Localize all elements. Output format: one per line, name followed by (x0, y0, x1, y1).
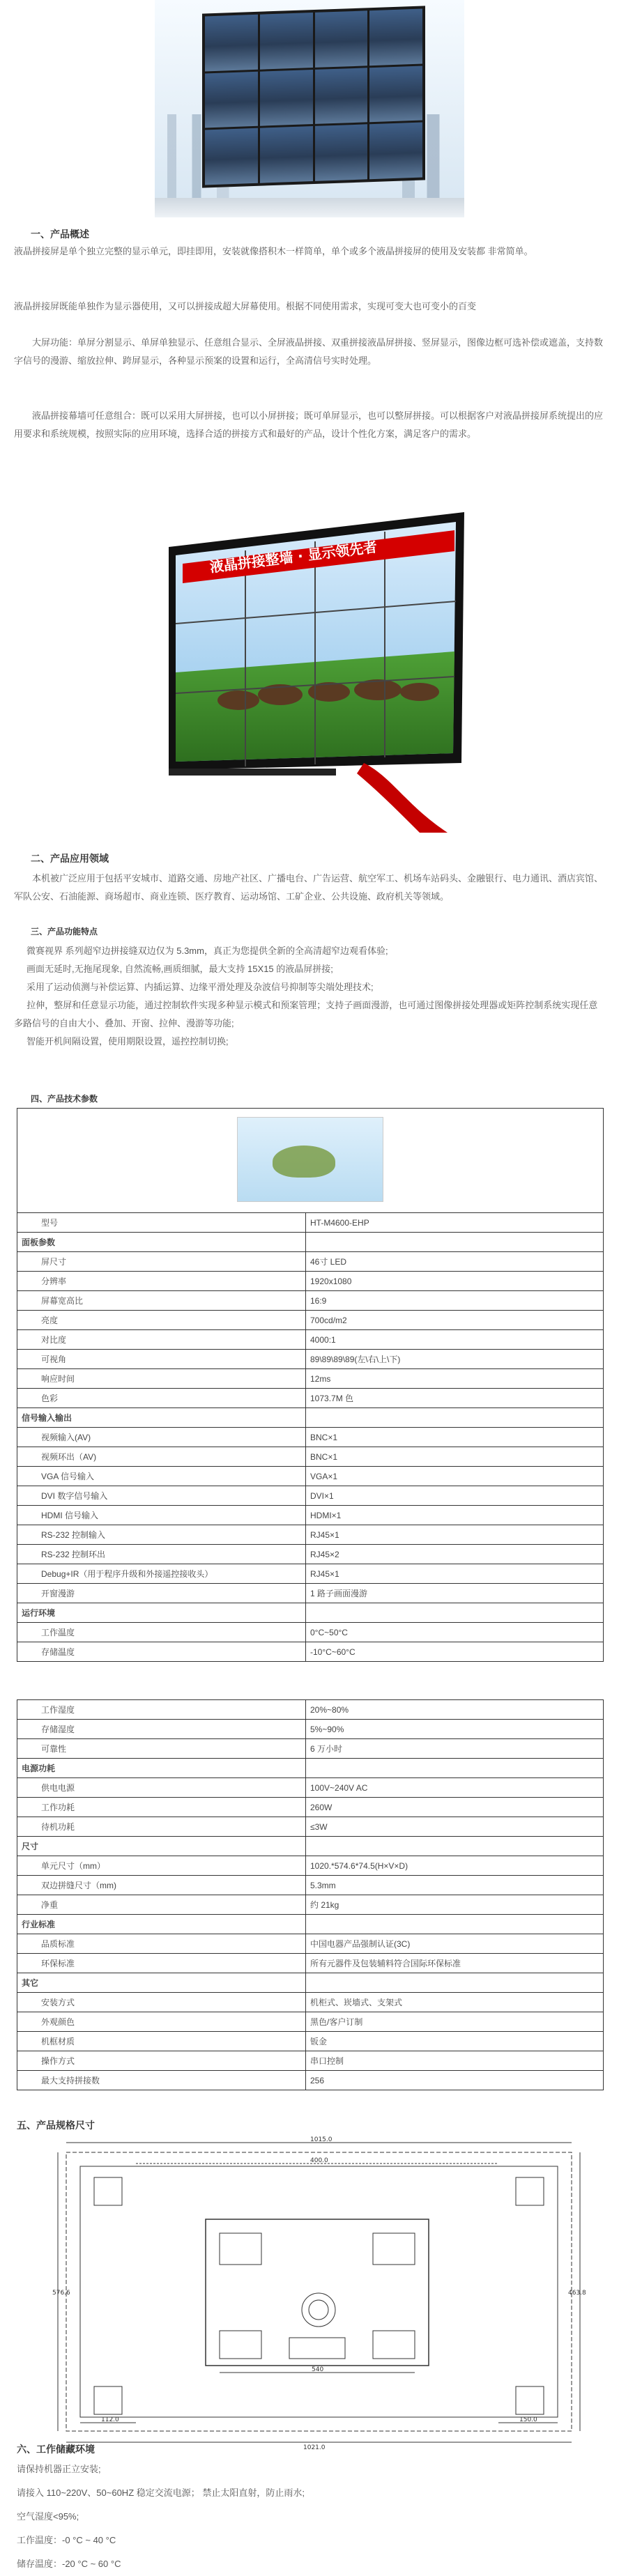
spec-row (17, 1778, 604, 1798)
spec-row (17, 1213, 604, 1233)
spec-row (17, 1739, 604, 1759)
spec-value (306, 1233, 604, 1252)
env-line: 请保持机器正立安装; (17, 2464, 101, 2474)
spec-value: 所有元器件及包装辅料符合国际环保标准 (306, 1954, 604, 1973)
spec-value: 约 21kg (306, 1895, 604, 1915)
spec-row (17, 1856, 604, 1876)
spec-key: 电源功耗 (17, 1759, 306, 1778)
section-env-title: 六、工作储藏环境 (17, 2444, 95, 2455)
environment-list (17, 2458, 588, 2576)
spec-key: HDMI 信号输入 (17, 1506, 306, 1525)
showcase-horses-video-wall (155, 512, 464, 840)
env-line: 请接入 110~220V、50~60HZ 稳定交流电源； 禁止太阳直射，防止雨水; (17, 2488, 305, 2498)
spec-value: BNC×1 (306, 1447, 604, 1467)
spec-key: 环保标准 (17, 1954, 306, 1973)
spec-key: 开窗漫游 (17, 1584, 306, 1603)
spec-key: 外观颜色 (17, 2012, 306, 2032)
dim-side: 463.8 (568, 2290, 586, 2297)
spec-key: 待机功耗 (17, 1817, 306, 1837)
spec-value (306, 1915, 604, 1934)
feature-3: 采用了运动侦测与补偿运算、内插运算、边缘平滑处理及杂波信号抑制等尖端处理技术; (26, 982, 374, 992)
spec-row (17, 1720, 604, 1739)
spec-row (17, 1272, 604, 1291)
spec-key: 响应时间 (17, 1369, 306, 1389)
spec-key: 操作方式 (17, 2051, 306, 2071)
spec-row (17, 1603, 604, 1623)
spec-key: 存储湿度 (17, 1720, 306, 1739)
feature-4: 拉伸，整屏和任意显示功能，通过控制软件实现多种显示模式和预案管理；支持子画面漫游，也可通过图像拼接处理器或矩阵控制系统实现任意多路信号的自由大小、叠加、开窗、拉伸、漫游等功能; (14, 1000, 598, 1028)
dim-bottom: 1021.0 (303, 2444, 326, 2451)
spec-row (17, 1934, 604, 1954)
spec-value: 16:9 (306, 1291, 604, 1311)
outer-frame (66, 2152, 572, 2431)
section-features-title: 三、产品功能特点 (31, 927, 98, 936)
section-overview-title: 一、产品概述 (31, 229, 89, 240)
fan-icon (302, 2293, 335, 2327)
spec-key: 亮度 (17, 1311, 306, 1330)
spec-key: DVI 数字信号输入 (17, 1486, 306, 1506)
spec-value: 1020.*574.6*74.5(H×V×D) (306, 1856, 604, 1876)
spec-key: 其它 (17, 1973, 306, 1993)
spec-key: 信号输入输出 (17, 1408, 306, 1428)
spec-key: Debug+IR（用于程序升级和外接遥控接收头） (17, 1564, 306, 1584)
overview-paragraph-3: 大屏功能：单屏分割显示、单屏单独显示、任意组合显示、全屏液晶拼接、双重拼接液晶屏拼接、竖屏显示，图像边框可选补偿或遮盖，支持数字信号的漫游、缩放拉伸、跨屏显示，各种显示预案的设置和运行，全高清信号实时处理。 (14, 337, 604, 366)
spec-key: 视频输入(AV) (17, 1428, 306, 1447)
spec-key: 可靠性 (17, 1739, 306, 1759)
spec-value: -10°C~60°C (306, 1642, 604, 1662)
spec-row (17, 1817, 604, 1837)
spec-key: 安装方式 (17, 1993, 306, 2012)
spec-key: 存储温度 (17, 1642, 306, 1662)
spec-key: 可视角 (17, 1350, 306, 1369)
spec-row (17, 2051, 604, 2071)
spec-row (17, 1486, 604, 1506)
mount-bracket-tl (94, 2177, 122, 2205)
hero-video-wall-image (155, 0, 464, 217)
dimension-drawing (52, 2136, 586, 2451)
spec-value: 256 (306, 2071, 604, 2090)
spec-value: 黑色/客户订制 (306, 2012, 604, 2032)
overview-paragraph-2: 液晶拼接屏既能单独作为显示器使用，又可以拼接成超大屏幕使用。根据不同使用需求，实现可变大也可变小的百变 (14, 301, 477, 311)
spec-row (17, 1525, 604, 1545)
feature-5: 智能开机间隔设置，使用期限设置，遥控控制切换; (26, 1036, 229, 1047)
spec-value: 100V~240V AC (306, 1778, 604, 1798)
spec-value: 46寸 LED (306, 1252, 604, 1272)
dim-left-small: 112.0 (101, 2416, 119, 2423)
spec-value: RJ45×1 (306, 1525, 604, 1545)
spec-row (17, 1506, 604, 1525)
spec-table-continued (17, 1699, 604, 2090)
spec-value (306, 1408, 604, 1428)
mount-bracket-br (516, 2386, 544, 2414)
spec-value: 12ms (306, 1369, 604, 1389)
feature-1: 微赛视界 系列超窄边拼接缝双边仅为 5.3mm，真正为您提供全新的全高清超窄边观看体验; (26, 946, 388, 956)
spec-row (17, 1408, 604, 1428)
spec-value: RJ45×1 (306, 1564, 604, 1584)
overview-paragraph-1: 液晶拼接屏是单个独立完整的显示单元，即挂即用，安装就像搭积木一样简单，单个或多个液晶拼接屏的使用及安装都 非常简单。 (14, 246, 533, 256)
spec-row (17, 1564, 604, 1584)
spec-value: RJ45×2 (306, 1545, 604, 1564)
spec-key: RS-232 控制环出 (17, 1545, 306, 1564)
spec-row (17, 1700, 604, 1720)
spec-value: VGA×1 (306, 1467, 604, 1486)
spec-value: HDMI×1 (306, 1506, 604, 1525)
spec-value (306, 1837, 604, 1856)
spec-row (17, 1233, 604, 1252)
dim-inner: 540 (312, 2366, 324, 2373)
product-thumbnail-cell (17, 1109, 604, 1213)
spec-row (17, 1993, 604, 2012)
spec-row (17, 1350, 604, 1369)
application-paragraph: 本机被广泛应用于包括平安城市、道路交通、房地产社区、广播电台、广告运营、航空军工、机场车站码头、金融银行、电力通讯、酒店宾馆、军队公安、石油能源、商场超市、商业连锁、医疗教育、运动场馆、工矿企业、公共设施、政府机关等领域。 (14, 873, 604, 902)
spec-key: 行业标准 (17, 1915, 306, 1934)
spec-key: 型号 (17, 1213, 306, 1233)
spec-key: 对比度 (17, 1330, 306, 1350)
spec-key: 分辨率 (17, 1272, 306, 1291)
spec-row (17, 1467, 604, 1486)
spec-value: 1 路子画面漫游 (306, 1584, 604, 1603)
spec-value: 5%~90% (306, 1720, 604, 1739)
red-ribbon (357, 763, 448, 833)
spec-key: 运行环境 (17, 1603, 306, 1623)
env-line: 工作温度：-0 °C ~ 40 °C (17, 2535, 116, 2545)
spec-row (17, 1623, 604, 1642)
spec-key: 面板参数 (17, 1233, 306, 1252)
spec-value: 1920x1080 (306, 1272, 604, 1291)
spec-value: 4000:1 (306, 1330, 604, 1350)
dim-right-small: 150.0 (519, 2416, 537, 2423)
spec-row (17, 2012, 604, 2032)
env-line: 空气湿度<95%; (17, 2511, 79, 2522)
overview-paragraph-4: 液晶拼接幕墙可任意组合：既可以采用大屏拼接，也可以小屏拼接；既可单屏显示，也可以整屏拼接。可以根据客户对液晶拼接屏系统提出的应用要求和系统规模，按照实际的应用环境，选择合适的拼接方式和最好的产品，设计个性化方案，满足客户的需求。 (14, 410, 604, 439)
spec-value: HT-M4600-EHP (306, 1213, 604, 1233)
spec-row (17, 1389, 604, 1408)
spec-row (17, 1428, 604, 1447)
spec-row (17, 2071, 604, 2090)
spec-value: 260W (306, 1798, 604, 1817)
dim-mid: 400.0 (310, 2157, 328, 2164)
env-line: 储存温度：-20 °C ~ 60 °C (17, 2559, 121, 2569)
spec-key: 屏幕宽高比 (17, 1291, 306, 1311)
spec-row (17, 1954, 604, 1973)
spec-row (17, 1642, 604, 1662)
section-specs-title: 四、产品技术参数 (31, 1094, 98, 1104)
spec-key: 屏尺寸 (17, 1252, 306, 1272)
spec-row (17, 1837, 604, 1856)
dim-height: 576.6 (52, 2290, 70, 2297)
product-thumbnail (237, 1117, 383, 1202)
spec-row (17, 1798, 604, 1817)
spec-value (306, 1603, 604, 1623)
dim-top: 1015.0 (310, 2136, 333, 2143)
spec-value: ≤3W (306, 1817, 604, 1837)
spec-row (17, 1915, 604, 1934)
spec-value: 串口控制 (306, 2051, 604, 2071)
spec-value: 1073.7M 色 (306, 1389, 604, 1408)
spec-value: 钣金 (306, 2032, 604, 2051)
spec-value: 5.3mm (306, 1876, 604, 1895)
section-application-title: 二、产品应用领域 (31, 853, 109, 864)
spec-key: 品质标准 (17, 1934, 306, 1954)
spec-row (17, 1876, 604, 1895)
spec-key: VGA 信号输入 (17, 1467, 306, 1486)
spec-value: 89\89\89\89(左\右\上\下) (306, 1350, 604, 1369)
spec-table (17, 1108, 604, 1662)
spec-row (17, 1447, 604, 1467)
spec-row (17, 1252, 604, 1272)
spec-key: 净重 (17, 1895, 306, 1915)
spec-value: 中国电器产品强制认证(3C) (306, 1934, 604, 1954)
spec-row (17, 1330, 604, 1350)
mount-bracket-bl (94, 2386, 122, 2414)
spec-key: 色彩 (17, 1389, 306, 1408)
spec-key: 工作湿度 (17, 1700, 306, 1720)
spec-key: 尺寸 (17, 1837, 306, 1856)
spec-row (17, 1369, 604, 1389)
spec-value: DVI×1 (306, 1486, 604, 1506)
spec-key: 单元尺寸（mm） (17, 1856, 306, 1876)
spec-value: 20%~80% (306, 1700, 604, 1720)
spec-row (17, 1584, 604, 1603)
spec-value: 700cd/m2 (306, 1311, 604, 1330)
spec-value: 0°C~50°C (306, 1623, 604, 1642)
spec-value: BNC×1 (306, 1428, 604, 1447)
mount-bracket-tr (516, 2177, 544, 2205)
spec-key: 工作功耗 (17, 1798, 306, 1817)
spec-row (17, 1545, 604, 1564)
spec-key: 双边拼缝尺寸（mm) (17, 1876, 306, 1895)
spec-key: 机框材质 (17, 2032, 306, 2051)
spec-row (17, 1973, 604, 1993)
spec-row (17, 2032, 604, 2051)
spec-value: 机柜式、崁墙式、支架式 (306, 1993, 604, 2012)
banner-text: 液晶拼接整墙 · 显示领先者 (208, 538, 379, 576)
spec-row (17, 1759, 604, 1778)
spec-row (17, 1291, 604, 1311)
back-panel (206, 2219, 429, 2366)
spec-key: 工作温度 (17, 1623, 306, 1642)
spec-value: 6 万小时 (306, 1739, 604, 1759)
spec-key: 最大支持拼接数 (17, 2071, 306, 2090)
spec-value (306, 1759, 604, 1778)
spec-key: RS-232 控制输入 (17, 1525, 306, 1545)
section-size-title: 五、产品规格尺寸 (17, 2120, 95, 2131)
video-wall-grid (202, 6, 425, 187)
spec-key: 视频环出（AV) (17, 1447, 306, 1467)
spec-value (306, 1973, 604, 1993)
spec-row (17, 1895, 604, 1915)
spec-row (17, 1311, 604, 1330)
feature-2: 画面无延时,无拖尾现象, 自然流畅,画质细腻，最大支持 15X15 的液晶屏拼接; (26, 964, 333, 974)
spec-key: 供电电源 (17, 1778, 306, 1798)
